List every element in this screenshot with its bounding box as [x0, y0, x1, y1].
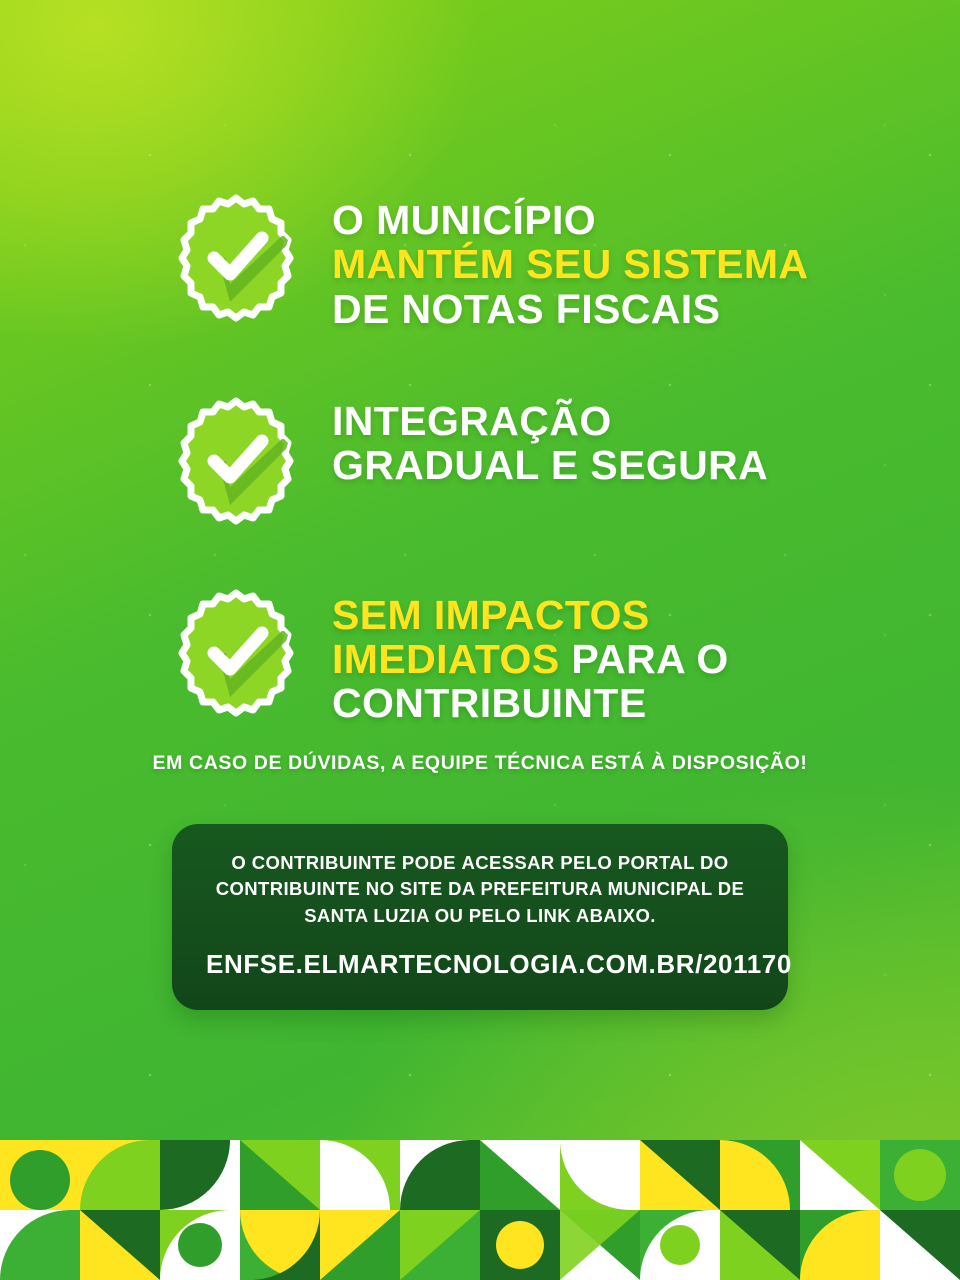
check-seal-icon: [170, 587, 302, 719]
check-seal-icon: [170, 395, 302, 527]
bullet-line: INTEGRAÇÃO: [332, 397, 612, 444]
check-seal-icon: [170, 192, 302, 324]
bullet-line: DE NOTAS FISCAIS: [332, 285, 721, 332]
bullet-line: O MUNICÍPIO: [332, 197, 597, 243]
mosaic-decoration: [0, 1140, 960, 1280]
bullet-item-1: [170, 192, 850, 331]
bullet-list: [170, 192, 850, 788]
bullet-item-2: [170, 393, 850, 527]
bullet-line: CONTRIBUINTE: [332, 680, 647, 727]
info-card-paragraph: [206, 850, 754, 929]
bullet-line-white-part: PARA O: [559, 636, 729, 683]
bullet-item-3: [170, 587, 850, 726]
bullet-line: GRADUAL E SEGURA: [332, 442, 769, 489]
card-text-part2: NO SITE DA PREFEITURA MUNICIPAL DE SANTA LUZIA OU PELO LINK ABAIXO.: [304, 878, 745, 926]
portal-link[interactable]: ENFSE.ELMARTECNOLOGIA.COM.BR/201170: [206, 948, 792, 979]
bullet-line-mixed: [332, 637, 729, 681]
bullet-line: SEM IMPACTOS: [332, 591, 650, 638]
support-text: EM CASO DE DÚVIDAS, A EQUIPE TÉCNICA ESTÁ À DISPOSIÇÃO!: [152, 752, 808, 774]
card-text-bold: ACESSAR PELO PORTAL DO CONTRIBUINTE: [215, 852, 729, 900]
bullet-line: MANTÉM SEU SISTEMA: [332, 241, 809, 288]
card-text-part1: O CONTRIBUINTE PODE: [231, 852, 462, 873]
bullet-line-yellow-part: IMEDIATOS: [332, 636, 560, 683]
bullet-text-2: [332, 393, 768, 488]
bullet-text-1: [332, 192, 808, 331]
info-card: [172, 824, 792, 1010]
bullet-text-3: [332, 587, 729, 726]
